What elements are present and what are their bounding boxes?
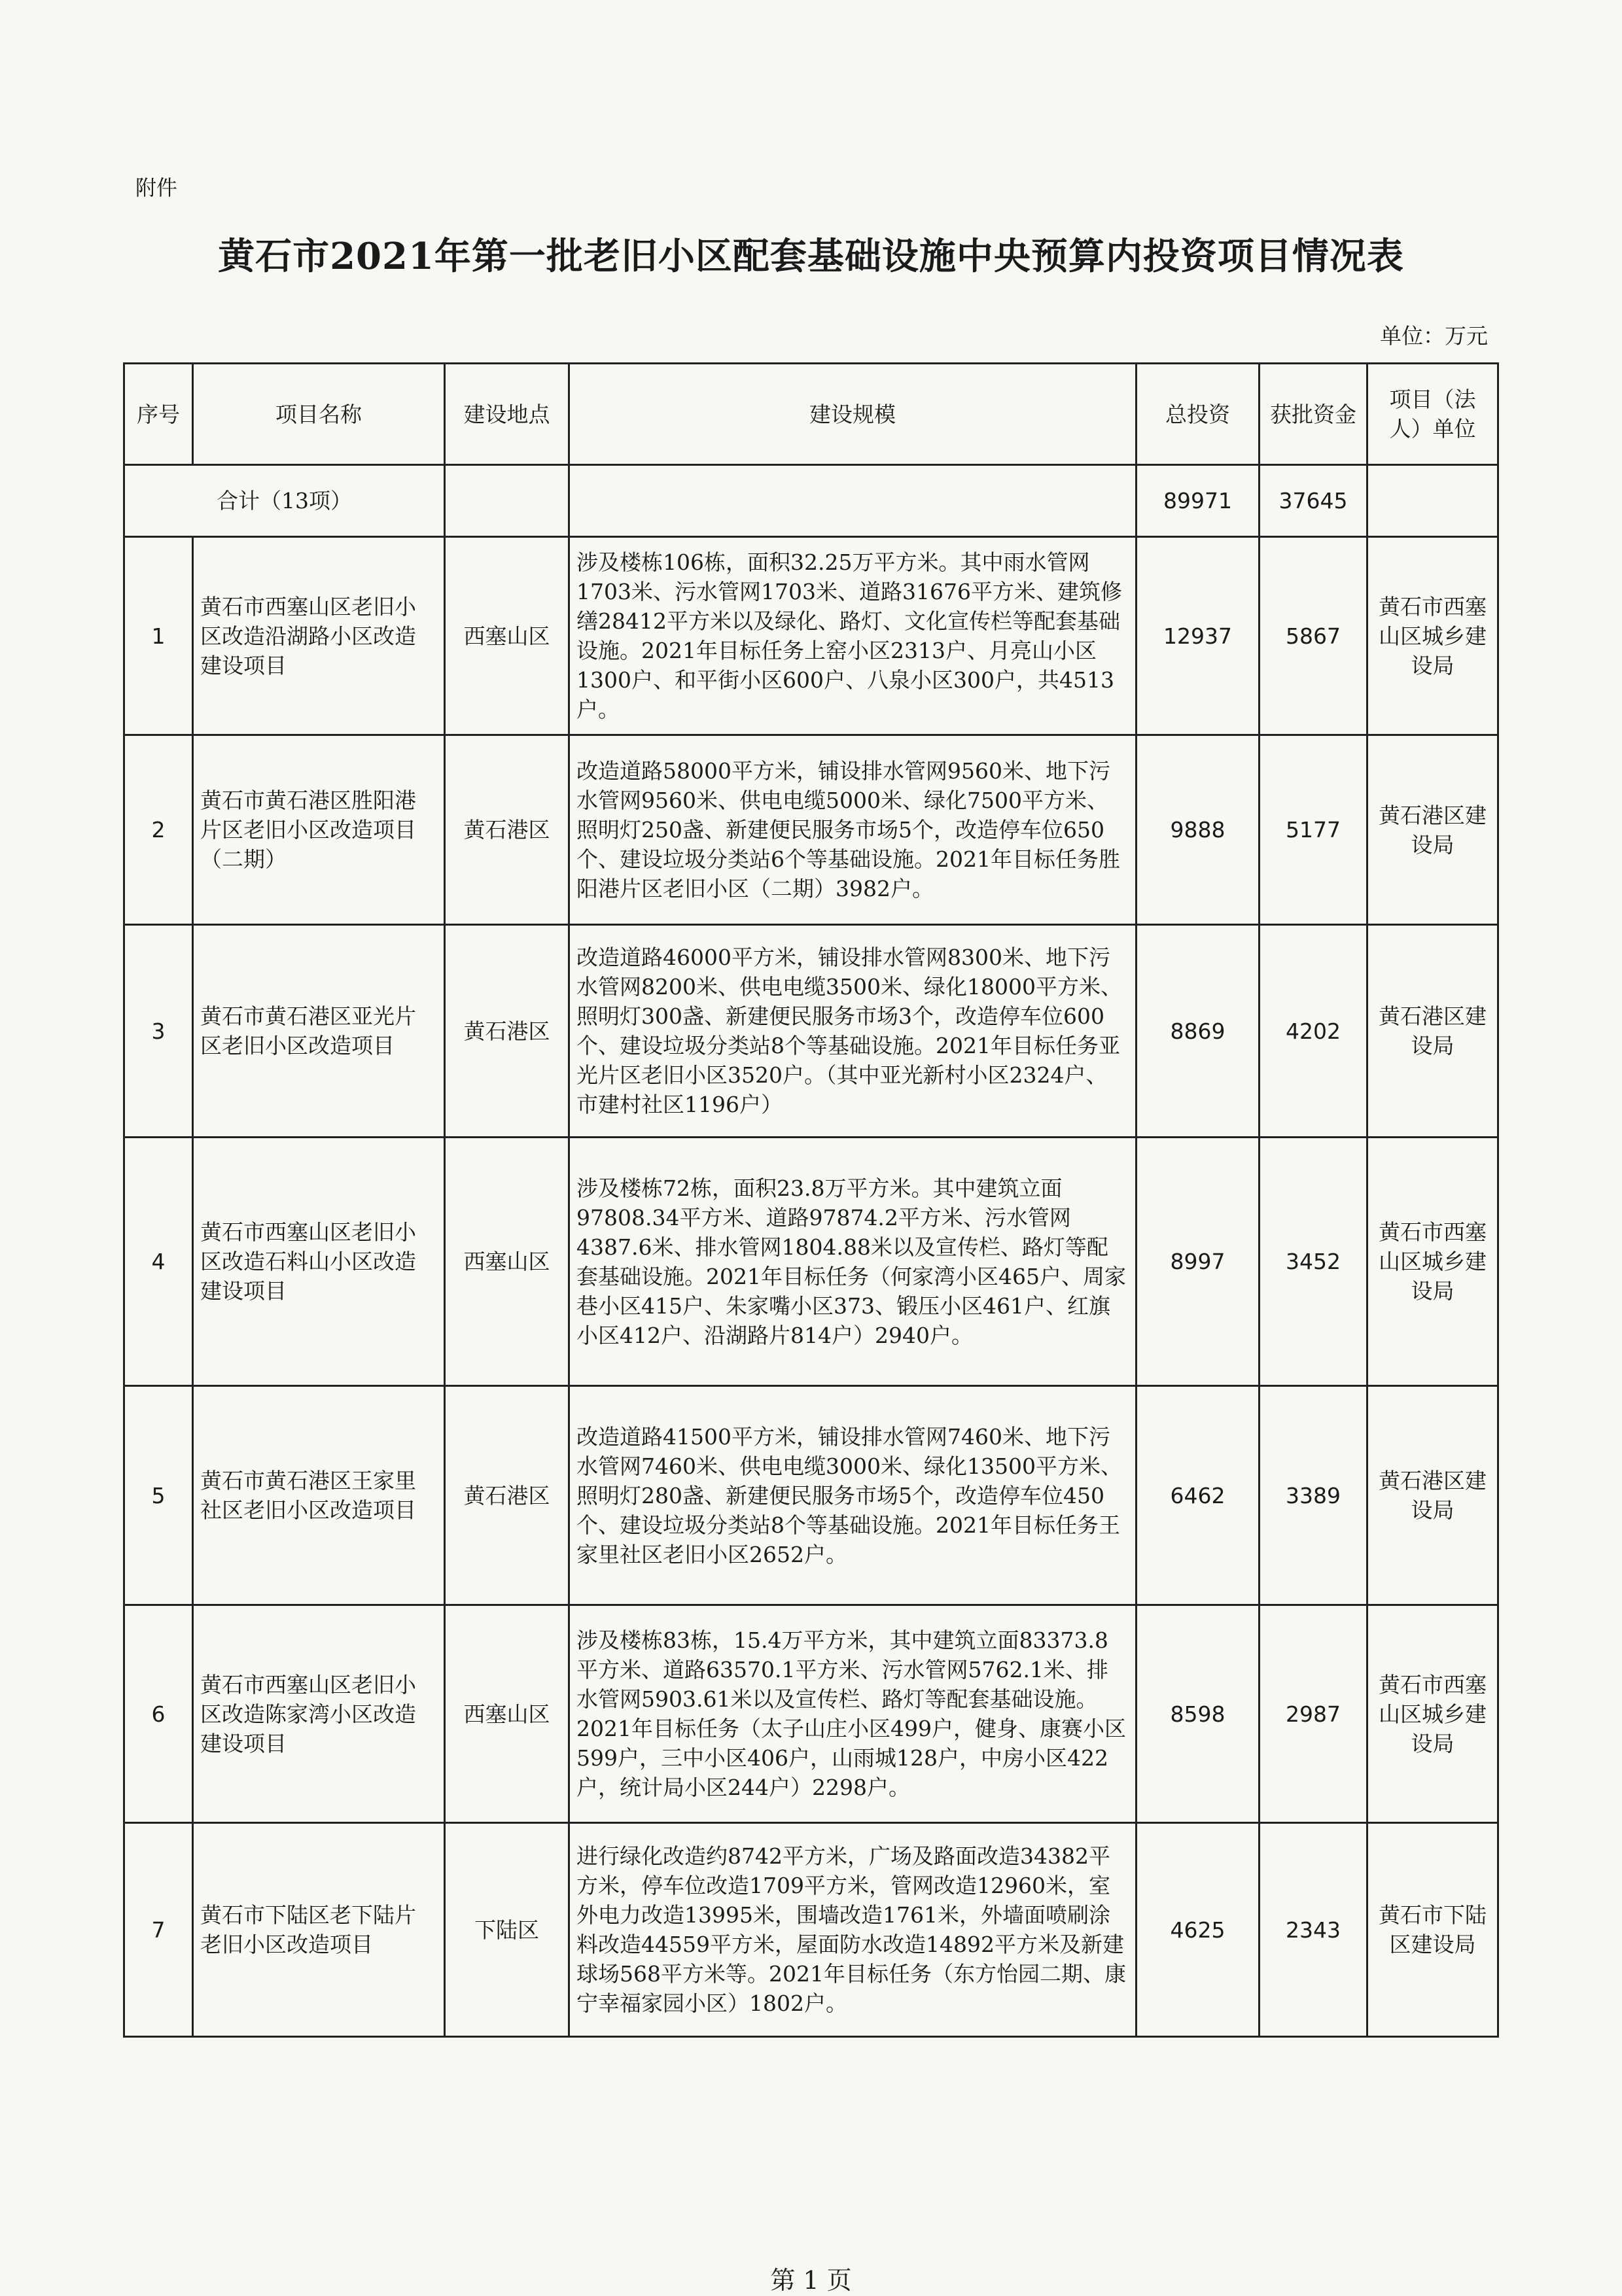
row-scale: 改造道路46000平方米，铺设排水管网8300米、地下污水管网8200米、供电电缆3500米、绿化18000平方米、照明灯300盏、新建便民服务市场3个，改造停车位600个、建设垃圾分类站8个等基础设施。2021年目标任务亚光片区老旧小区3520户。（其中亚光新村小区2324户、市建村社区1196户） [569,925,1137,1138]
row-total-investment: 9888 [1137,735,1260,925]
row-seq: 4 [124,1138,193,1386]
table-row [124,1605,1498,1823]
row-approved-funds: 3389 [1260,1386,1367,1605]
attachment-label: 附件 [135,175,178,200]
total-approved: 37645 [1260,465,1367,537]
row-project-name: 黄石市黄石港区亚光片区老旧小区改造项目 [193,925,445,1138]
header-seq: 序号 [124,364,193,465]
row-owner-unit: 黄石市下陆区建设局 [1367,1823,1498,2037]
row-project-name: 黄石市下陆区老下陆片老旧小区改造项目 [193,1823,445,2037]
row-total-investment: 12937 [1137,537,1260,735]
row-owner-unit: 黄石港区建设局 [1367,1386,1498,1605]
page-title: 黄石市2021年第一批老旧小区配套基础设施中央预算内投资项目情况表 [218,235,1404,278]
row-approved-funds: 2343 [1260,1823,1367,2037]
total-label: 合计（13项） [124,465,445,537]
table-row [124,735,1498,925]
header-owner: 项目（法人）单位 [1367,364,1498,465]
row-location: 下陆区 [445,1823,569,2037]
row-scale: 改造道路58000平方米，铺设排水管网9560米、地下污水管网9560米、供电电缆5000米、绿化7500平方米、照明灯250盏、新建便民服务市场5个，改造停车位650个、建设垃圾分类站6个等基础设施。2021年目标任务胜阳港片区老旧小区（二期）3982户。 [569,735,1137,925]
header-scale: 建设规模 [569,364,1137,465]
row-owner-unit: 黄石市西塞山区城乡建设局 [1367,1138,1498,1386]
row-total-investment: 8598 [1137,1605,1260,1823]
row-scale: 进行绿化改造约8742平方米，广场及路面改造34382平方米，停车位改造1709平方米，管网改造12960米，室外电力改造13995米，围墙改造1761米，外墙面喷刷涂料改造44559平方米，屋面防水改造14892平方米及新建球场568平方米等。2021年目标任务（东方怡园二期、康宁幸福家园小区）1802户。 [569,1823,1137,2037]
row-total-investment: 8869 [1137,925,1260,1138]
row-location: 黄石港区 [445,1386,569,1605]
table-row [124,1138,1498,1386]
row-project-name: 黄石市西塞山区老旧小区改造陈家湾小区改造建设项目 [193,1605,445,1823]
row-scale: 涉及楼栋106栋，面积32.25万平方米。其中雨水管网1703米、污水管网1703米、道路31676平方米、建筑修缮28412平方米以及绿化、路灯、文化宣传栏等配套基础设施。2021年目标任务上窑小区2313户、月亮山小区1300户、和平街小区600户、八泉小区300户，共4513户。 [569,537,1137,735]
table-row [124,1823,1498,2037]
row-project-name: 黄石市西塞山区老旧小区改造石料山小区改造建设项目 [193,1138,445,1386]
row-seq: 3 [124,925,193,1138]
table-row [124,1386,1498,1605]
table-row [124,925,1498,1138]
header-total: 总投资 [1137,364,1260,465]
total-owner-empty [1367,465,1498,537]
row-owner-unit: 黄石市西塞山区城乡建设局 [1367,1605,1498,1823]
row-seq: 7 [124,1823,193,2037]
row-seq: 1 [124,537,193,735]
row-approved-funds: 3452 [1260,1138,1367,1386]
row-location: 西塞山区 [445,537,569,735]
row-seq: 2 [124,735,193,925]
header-name: 项目名称 [193,364,445,465]
row-owner-unit: 黄石港区建设局 [1367,735,1498,925]
total-investment: 89971 [1137,465,1260,537]
row-location: 黄石港区 [445,925,569,1138]
total-scale-empty [569,465,1137,537]
row-seq: 6 [124,1605,193,1823]
row-approved-funds: 5177 [1260,735,1367,925]
row-project-name: 黄石市西塞山区老旧小区改造沿湖路小区改造建设项目 [193,537,445,735]
row-total-investment: 6462 [1137,1386,1260,1605]
table-row [124,537,1498,735]
row-owner-unit: 黄石港区建设局 [1367,925,1498,1138]
header-location: 建设地点 [445,364,569,465]
total-row [124,465,1498,537]
row-scale: 改造道路41500平方米，铺设排水管网7460米、地下污水管网7460米、供电电缆3000米、绿化13500平方米、照明灯280盏、新建便民服务市场5个，改造停车位450个、建设垃圾分类站8个等基础设施。2021年目标任务王家里社区老旧小区2652户。 [569,1386,1137,1605]
row-approved-funds: 5867 [1260,537,1367,735]
table-header-row [124,364,1498,465]
row-total-investment: 8997 [1137,1138,1260,1386]
row-approved-funds: 4202 [1260,925,1367,1138]
row-scale: 涉及楼栋83栋，15.4万平方米，其中建筑立面83373.8平方米、道路63570.1平方米、污水管网5762.1米、排水管网5903.61米以及宣传栏、路灯等配套基础设施。2021年目标任务（太子山庄小区499户，健身、康赛小区599户，三中小区406户，山雨城128户，中房小区422户，统计局小区244户）2298户。 [569,1605,1137,1823]
row-project-name: 黄石市黄石港区胜阳港片区老旧小区改造项目（二期） [193,735,445,925]
row-location: 西塞山区 [445,1138,569,1386]
row-scale: 涉及楼栋72栋，面积23.8万平方米。其中建筑立面97808.34平方米、道路97874.2平方米、污水管网4387.6米、排水管网1804.88米以及宣传栏、路灯等配套基础设施。2021年目标任务（何家湾小区465户、周家巷小区415户、朱家嘴小区373、锻压小区461户、红旗小区412户、沿湖路片814户）2940户。 [569,1138,1137,1386]
header-approved: 获批资金 [1260,364,1367,465]
row-approved-funds: 2987 [1260,1605,1367,1823]
row-location: 黄石港区 [445,735,569,925]
row-total-investment: 4625 [1137,1823,1260,2037]
page-number: 第 1 页 [770,2266,852,2295]
total-location-empty [445,465,569,537]
row-seq: 5 [124,1386,193,1605]
row-location: 西塞山区 [445,1605,569,1823]
unit-label: 单位：万元 [1380,323,1488,349]
row-owner-unit: 黄石市西塞山区城乡建设局 [1367,537,1498,735]
row-project-name: 黄石市黄石港区王家里社区老旧小区改造项目 [193,1386,445,1605]
project-table [123,362,1499,2038]
